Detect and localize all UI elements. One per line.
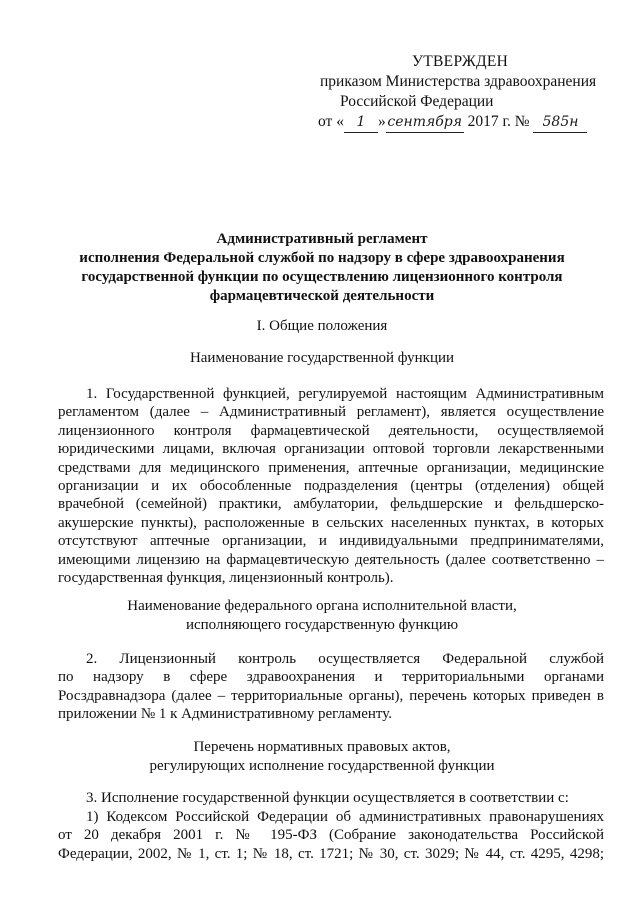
paragraph-line: 1) Кодексом Российской Федерации об административных правонарушениях [86,809,604,825]
paragraph-line: врачебной (семейной) практики, амбулатории, фельдшерские и фельдшерско- [58,496,604,513]
paragraph-line: акушерские пункты), расположенные в сельских населенных пунктах, в которых [58,514,604,531]
paragraph-line: 1. Государственной функцией, регулируемой настоящим Административным [86,386,604,402]
date-year: 2017 г. № [467,113,530,130]
section-heading [40,317,604,336]
paragraph-line: 2. Лицензионный контроль осуществляется Федеральной службой [86,651,604,667]
subheading-function-name [40,349,604,368]
paragraph-3 [58,789,604,807]
paragraph-line: средствами для медицинского применения, аптечные организации, медицинские [58,459,604,476]
subheading-legal-acts [40,738,604,776]
subheading-authority [40,597,604,635]
approval-date-line [318,112,587,133]
date-month-handwritten: сентября [387,114,463,130]
subheading-line: Наименование федерального органа исполнительной власти, [127,598,517,614]
paragraph-line: Федерации, 2002, № 1, ст. 1; № 18, ст. 1721; № 30, ст. 3029; № 44, ст. 4295, 4298; [58,845,604,862]
date-month-field [386,112,464,133]
date-day-handwritten: 1 [356,114,366,130]
paragraph-line: государственная функция, лицензионный контроль). [58,569,394,586]
date-mid: » [377,113,386,130]
title-line: Административный регламент [216,231,428,247]
document-title [40,230,604,306]
order-number-handwritten: 585н [542,114,579,130]
title-line: фармацевтической деятельности [209,288,435,304]
paragraph-line: юридическими лицами, включая организации оптовой торговли лекарственными [58,441,604,458]
paragraph-line: приложении № 1 к Административному регламенту. [58,706,392,723]
subheading-line: Наименование государственной функции [189,350,455,366]
paragraph-line: 3. Исполнение государственной функции осуществляется в соответствии с: [86,790,569,806]
subheading-line: регулирующих исполнение государственной функции [149,758,495,774]
approval-order-line: приказом Министерства здравоохранения [320,73,597,90]
title-line: государственной функции по осуществлению лицензионного контроля [81,269,563,285]
paragraph-line: от 20 декабря 2001 г. № 195-ФЗ (Собрание законодательства Российской [58,827,604,844]
paragraph-2 [58,650,604,724]
date-day-field [344,112,378,133]
paragraph-line: организации и их обособленные подразделения (центры (отделения) общей [58,477,604,494]
date-prefix: от « [318,113,344,130]
section-heading-text: I. Общие положения [256,318,388,334]
paragraph-line: по надзору в сфере здравоохранения и территориальными органами [58,669,604,686]
subheading-line: Перечень нормативных правовых актов, [193,739,451,755]
title-line: исполнения Федеральной службой по надзору в сфере здравоохранения [79,250,565,266]
subheading-line: исполняющего государственную функцию [185,617,459,633]
paragraph-line: лицензионного контроля фармацевтической деятельности, осуществляемой [58,422,604,439]
paragraph-line: Росздравнадзора (далее – территориальные органы), перечень которых приведен в [58,687,604,704]
approval-country-line: Российской Федерации [340,93,494,110]
paragraph-line: имеющими лицензию на фармацевтическую деятельность (далее соответственно – [58,551,604,568]
approval-heading: УТВЕРЖДЕН [412,53,509,70]
paragraph-4 [58,808,604,863]
order-number-field [533,112,587,133]
paragraph-line: отсутствуют аптечные организации, и индивидуальными предпринимателями, [58,533,604,550]
paragraph-1 [58,385,604,587]
paragraph-line: регламентом (далее – Административный регламент), является осуществление [58,404,604,421]
